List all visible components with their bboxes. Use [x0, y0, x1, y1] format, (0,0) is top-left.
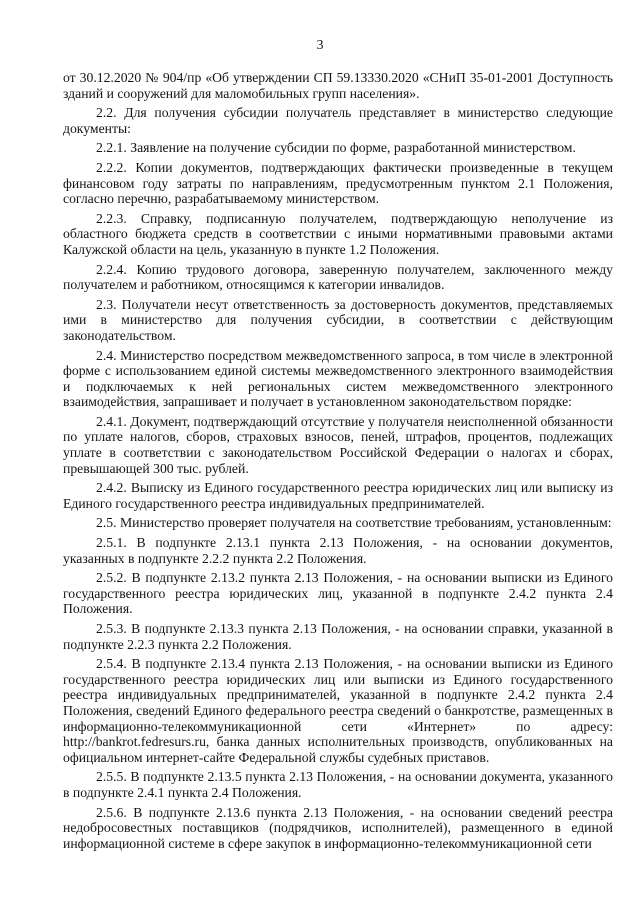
page-number: 3	[316, 37, 324, 52]
paragraph-2-5-1: 2.5.1. В подпункте 2.13.1 пункта 2.13 Положения, - на основании документов, указанных в подпункте 2.2.2 пункта 2.2 Положения.	[63, 535, 613, 566]
paragraph-2-4: 2.4. Министерство посредством межведомственного запроса, в том числе в электронной форме с использованием единой системы межведомственного электронного взаимодействия и подключаемых к ней региональных систем межведомственного электронного взаимодействия, запрашивает и получает в установленном законодательством порядке:	[63, 347, 613, 410]
paragraph-2-2-3: 2.2.3. Справку, подписанную получателем, подтверждающую неполучение из областного бюджета средств в соответствии с иными нормативными правовыми актами Калужской области на цель, указанную в пункте 1.2 Положения.	[63, 210, 613, 257]
paragraph-2-4-1: 2.4.1. Документ, подтверждающий отсутствие у получателя неисполненной обязанности по уплате налогов, сборов, страховых взносов, пеней, штрафов, процентов, подлежащих уплате в соответствии с законодательством Российской Федерации о налогах и сборах, превышающей 300 тыс. рублей.	[63, 413, 613, 476]
paragraph-2-3: 2.3. Получатели несут ответственность за достоверность документов, представляемых ими в министерство для получения субсидии, в соответствии с действующим законодательством.	[63, 296, 613, 343]
paragraph-2-5-6: 2.5.6. В подпункте 2.13.6 пункта 2.13 Положения, - на основании сведений реестра недобросовестных поставщиков (подрядчиков, исполнителей), размещенного в единой информационной системе в сфере закупок в информационно-телекоммуникационной сети	[63, 804, 613, 851]
paragraph-2-2: 2.2. Для получения субсидии получатель представляет в министерство следующие документы:	[63, 105, 613, 136]
document-body	[63, 70, 613, 851]
paragraph-2-2-1: 2.2.1. Заявление на получение субсидии по форме, разработанной министерством.	[96, 140, 576, 156]
paragraph-2-5-4: 2.5.4. В подпункте 2.13.4 пункта 2.13 Положения, - на основании выписки из Единого государственного реестра юридических лиц или выписки из Единого государственного реестра индивидуальных предпринимателей, указанной в подпункте 2.4.2 пункта 2.4 Положения, сведений Единого федерального реестра сведений о банкротстве, размещенных в информационно-телекоммуникационной сети «Интернет» по адресу: http://bankrot.fedresurs.ru, банка данных исполнительных производств, опубликованных на официальном интернет-сайте Федеральной службы судебных приставов.	[63, 656, 613, 765]
paragraph-2-2-2: 2.2.2. Копии документов, подтверждающих фактически произведенные в текущем финансовом году затраты по направлениям, предусмотренным пунктом 2.1 Положения, согласно перечню, разрабатываемому министерством.	[63, 159, 613, 207]
paragraph-2-5: 2.5. Министерство проверяет получателя на соответствие требованиям, установленным:	[96, 515, 612, 531]
paragraph-continuation: от 30.12.2020 № 904/пр «Об утверждении СП 59.13330.2020 «СНиП 35-01-2001 Доступность зданий и сооружений для маломобильных групп населения».	[63, 70, 613, 101]
paragraph-2-5-3: 2.5.3. В подпункте 2.13.3 пункта 2.13 Положения, - на основании справки, указанной в подпункте 2.2.3 пункта 2.2 Положения.	[63, 621, 613, 652]
paragraph-2-2-4: 2.2.4. Копию трудового договора, заверенную получателем, заключенного между получателем и работником, относящимся к категории инвалидов.	[63, 261, 613, 293]
paragraph-2-5-5: 2.5.5. В подпункте 2.13.5 пункта 2.13 Положения, - на основании документа, указанного в подпункте 2.4.1 пункта 2.4 Положения.	[63, 769, 613, 800]
paragraph-2-5-2: 2.5.2. В подпункте 2.13.2 пункта 2.13 Положения, - на основании выписки из Единого государственного реестра юридических лиц, указанной в подпункте 2.4.2 пункта 2.4 Положения.	[63, 570, 613, 617]
paragraph-2-4-2: 2.4.2. Выписку из Единого государственного реестра юридических лиц или выписку из Единого государственного реестра индивидуальных предпринимателей.	[63, 480, 613, 511]
